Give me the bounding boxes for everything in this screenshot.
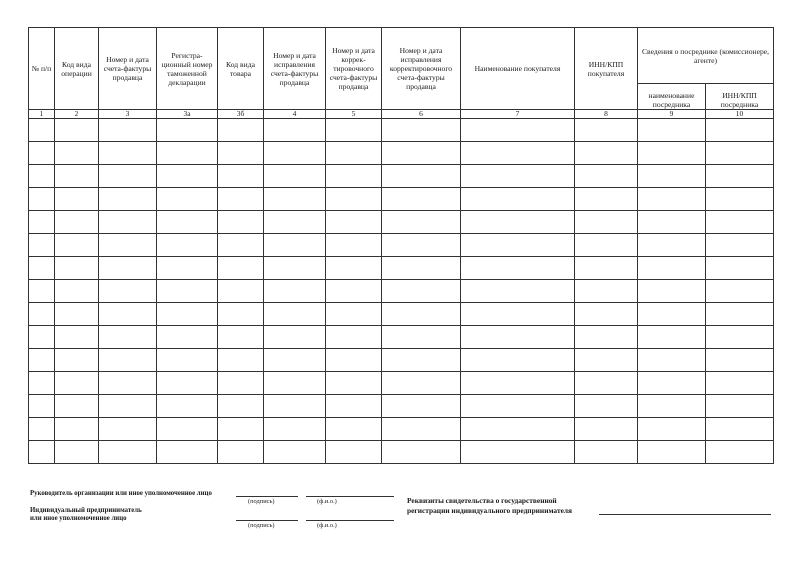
table-cell[interactable] bbox=[326, 142, 382, 165]
table-cell[interactable] bbox=[218, 165, 264, 188]
table-cell[interactable] bbox=[264, 349, 326, 372]
table-cell[interactable] bbox=[575, 119, 638, 142]
table-cell[interactable] bbox=[218, 188, 264, 211]
header-intermediary-inn: ИНН/КПП посредника bbox=[706, 84, 774, 110]
table-cell[interactable] bbox=[264, 188, 326, 211]
table-cell[interactable] bbox=[461, 395, 575, 418]
sales-ledger-table bbox=[28, 27, 774, 464]
table-cell[interactable] bbox=[55, 372, 99, 395]
table-cell[interactable] bbox=[575, 234, 638, 257]
table-cell[interactable] bbox=[157, 234, 218, 257]
table-cell[interactable] bbox=[638, 280, 706, 303]
table-cell[interactable] bbox=[218, 234, 264, 257]
header-num: № п/п bbox=[29, 28, 55, 110]
table-cell[interactable] bbox=[575, 418, 638, 441]
table-cell[interactable] bbox=[29, 257, 55, 280]
column-number: 4 bbox=[264, 110, 326, 119]
table-cell[interactable] bbox=[55, 303, 99, 326]
column-number: 10 bbox=[706, 110, 774, 119]
table-cell[interactable] bbox=[326, 349, 382, 372]
table-cell[interactable] bbox=[218, 395, 264, 418]
table-cell[interactable] bbox=[706, 303, 774, 326]
table-cell[interactable] bbox=[99, 326, 157, 349]
table-cell[interactable] bbox=[29, 372, 55, 395]
head-signature-caption: (подпись) bbox=[248, 498, 275, 505]
table-cell[interactable] bbox=[638, 142, 706, 165]
table-cell[interactable] bbox=[55, 418, 99, 441]
table-cell[interactable] bbox=[264, 234, 326, 257]
table-cell[interactable] bbox=[326, 372, 382, 395]
certificate-label-line1: Реквизиты свидетельства о государственной bbox=[407, 496, 557, 505]
table-row bbox=[29, 234, 774, 257]
table-cell[interactable] bbox=[218, 119, 264, 142]
table-cell[interactable] bbox=[157, 418, 218, 441]
table-cell[interactable] bbox=[382, 395, 461, 418]
table-cell[interactable] bbox=[326, 257, 382, 280]
certificate-label-line2: регистрации индивидуального предпринимателя bbox=[407, 506, 572, 515]
table-row bbox=[29, 257, 774, 280]
table-cell[interactable] bbox=[29, 303, 55, 326]
table-cell[interactable] bbox=[706, 395, 774, 418]
table-cell[interactable] bbox=[264, 165, 326, 188]
table-row bbox=[29, 119, 774, 142]
table-cell[interactable] bbox=[29, 441, 55, 464]
certificate-line[interactable] bbox=[599, 514, 771, 515]
table-cell[interactable] bbox=[326, 234, 382, 257]
ledger-body bbox=[29, 119, 774, 464]
table-cell[interactable] bbox=[55, 142, 99, 165]
table-cell[interactable] bbox=[99, 303, 157, 326]
table-cell[interactable] bbox=[55, 280, 99, 303]
table-cell[interactable] bbox=[575, 349, 638, 372]
table-cell[interactable] bbox=[157, 119, 218, 142]
table-cell[interactable] bbox=[706, 372, 774, 395]
ie-label-line1: Индивидуальный предприниматель bbox=[30, 507, 142, 514]
table-row bbox=[29, 142, 774, 165]
table-cell[interactable] bbox=[29, 142, 55, 165]
table-cell[interactable] bbox=[99, 165, 157, 188]
table-cell[interactable] bbox=[461, 326, 575, 349]
table-cell[interactable] bbox=[99, 349, 157, 372]
table-cell[interactable] bbox=[461, 188, 575, 211]
table-cell[interactable] bbox=[157, 349, 218, 372]
table-cell[interactable] bbox=[382, 188, 461, 211]
table-cell[interactable] bbox=[326, 418, 382, 441]
column-number: 3б bbox=[218, 110, 264, 119]
table-cell[interactable] bbox=[218, 372, 264, 395]
ie-label-line2: или иное уполномоченное лицо bbox=[30, 515, 127, 522]
table-cell[interactable] bbox=[382, 418, 461, 441]
table-row bbox=[29, 395, 774, 418]
table-cell[interactable] bbox=[706, 326, 774, 349]
table-cell[interactable] bbox=[264, 211, 326, 234]
table-cell[interactable] bbox=[55, 441, 99, 464]
head-name-caption: (ф.и.о.) bbox=[317, 498, 337, 505]
table-cell[interactable] bbox=[157, 303, 218, 326]
table-cell[interactable] bbox=[99, 119, 157, 142]
table-cell[interactable] bbox=[326, 188, 382, 211]
table-cell[interactable] bbox=[99, 441, 157, 464]
table-cell[interactable] bbox=[461, 303, 575, 326]
ie-name-line[interactable] bbox=[306, 520, 394, 521]
table-cell[interactable] bbox=[157, 142, 218, 165]
table-cell[interactable] bbox=[264, 142, 326, 165]
table-cell[interactable] bbox=[706, 418, 774, 441]
table-cell[interactable] bbox=[264, 280, 326, 303]
header-op-code: Код вида операции bbox=[55, 28, 99, 110]
column-number: 7 bbox=[461, 110, 575, 119]
table-cell[interactable] bbox=[461, 441, 575, 464]
head-name-line[interactable] bbox=[306, 496, 394, 497]
table-cell[interactable] bbox=[99, 372, 157, 395]
table-cell[interactable] bbox=[382, 142, 461, 165]
column-number: 3а bbox=[157, 110, 218, 119]
table-cell[interactable] bbox=[382, 257, 461, 280]
table-cell[interactable] bbox=[575, 395, 638, 418]
table-cell[interactable] bbox=[264, 418, 326, 441]
header-intermediary-name: наименование посредника bbox=[638, 84, 706, 110]
table-cell[interactable] bbox=[264, 395, 326, 418]
table-cell[interactable] bbox=[638, 188, 706, 211]
column-number: 8 bbox=[575, 110, 638, 119]
table-cell[interactable] bbox=[575, 188, 638, 211]
table-cell[interactable] bbox=[326, 119, 382, 142]
header-buyer-name: Наименование покупателя bbox=[461, 28, 575, 110]
table-cell[interactable] bbox=[55, 257, 99, 280]
ie-signature-caption: (подпись) bbox=[248, 522, 275, 529]
table-cell[interactable] bbox=[55, 188, 99, 211]
table-cell[interactable] bbox=[29, 234, 55, 257]
header-seller-invoice: Номер и дата счета-фактуры продавца bbox=[99, 28, 157, 110]
column-number: 5 bbox=[326, 110, 382, 119]
table-cell[interactable] bbox=[575, 257, 638, 280]
table-cell[interactable] bbox=[461, 280, 575, 303]
header-buyer-inn: ИНН/КПП покупателя bbox=[575, 28, 638, 110]
table-row bbox=[29, 349, 774, 372]
table-cell[interactable] bbox=[157, 372, 218, 395]
table-cell[interactable] bbox=[99, 234, 157, 257]
table-cell[interactable] bbox=[218, 142, 264, 165]
table-cell[interactable] bbox=[638, 211, 706, 234]
table-cell[interactable] bbox=[29, 119, 55, 142]
table-cell[interactable] bbox=[382, 326, 461, 349]
table-cell[interactable] bbox=[706, 280, 774, 303]
table-cell[interactable] bbox=[264, 119, 326, 142]
ie-name-caption: (ф.и.о.) bbox=[317, 522, 337, 529]
table-cell[interactable] bbox=[264, 326, 326, 349]
table-cell[interactable] bbox=[706, 349, 774, 372]
table-cell[interactable] bbox=[264, 372, 326, 395]
table-cell[interactable] bbox=[638, 234, 706, 257]
table-cell[interactable] bbox=[55, 211, 99, 234]
table-cell[interactable] bbox=[461, 418, 575, 441]
table-cell[interactable] bbox=[575, 326, 638, 349]
head-signature-label: Руководитель организации или иное уполномоченное лицо bbox=[30, 490, 212, 497]
table-cell[interactable] bbox=[264, 303, 326, 326]
table-row bbox=[29, 280, 774, 303]
table-cell[interactable] bbox=[638, 372, 706, 395]
table-cell[interactable] bbox=[706, 257, 774, 280]
table-cell[interactable] bbox=[382, 280, 461, 303]
table-cell[interactable] bbox=[264, 441, 326, 464]
table-cell[interactable] bbox=[575, 211, 638, 234]
column-number: 2 bbox=[55, 110, 99, 119]
table-cell[interactable] bbox=[382, 165, 461, 188]
table-cell[interactable] bbox=[706, 188, 774, 211]
table-cell[interactable] bbox=[218, 418, 264, 441]
table-cell[interactable] bbox=[638, 349, 706, 372]
table-cell[interactable] bbox=[382, 372, 461, 395]
table-cell[interactable] bbox=[29, 165, 55, 188]
table-cell[interactable] bbox=[218, 349, 264, 372]
column-number: 6 bbox=[382, 110, 461, 119]
table-cell[interactable] bbox=[326, 303, 382, 326]
column-number: 3 bbox=[99, 110, 157, 119]
table-cell[interactable] bbox=[382, 349, 461, 372]
table-row bbox=[29, 418, 774, 441]
table-cell[interactable] bbox=[575, 280, 638, 303]
head-signature-line[interactable] bbox=[236, 496, 298, 497]
table-cell[interactable] bbox=[99, 142, 157, 165]
table-cell[interactable] bbox=[29, 395, 55, 418]
table-cell[interactable] bbox=[55, 349, 99, 372]
table-row bbox=[29, 326, 774, 349]
table-cell[interactable] bbox=[575, 165, 638, 188]
table-cell[interactable] bbox=[382, 211, 461, 234]
table-cell[interactable] bbox=[99, 395, 157, 418]
table-cell[interactable] bbox=[638, 165, 706, 188]
table-cell[interactable] bbox=[55, 165, 99, 188]
table-cell[interactable] bbox=[461, 234, 575, 257]
table-cell[interactable] bbox=[99, 418, 157, 441]
table-cell[interactable] bbox=[99, 188, 157, 211]
table-row bbox=[29, 211, 774, 234]
table-cell[interactable] bbox=[706, 165, 774, 188]
table-cell[interactable] bbox=[461, 119, 575, 142]
table-row bbox=[29, 441, 774, 464]
table-cell[interactable] bbox=[706, 441, 774, 464]
table-cell[interactable] bbox=[382, 234, 461, 257]
table-cell[interactable] bbox=[99, 257, 157, 280]
table-cell[interactable] bbox=[638, 395, 706, 418]
table-cell[interactable] bbox=[706, 234, 774, 257]
table-cell[interactable] bbox=[218, 441, 264, 464]
table-cell[interactable] bbox=[638, 418, 706, 441]
table-cell[interactable] bbox=[29, 418, 55, 441]
table-cell[interactable] bbox=[382, 441, 461, 464]
table-cell[interactable] bbox=[706, 119, 774, 142]
table-cell[interactable] bbox=[461, 211, 575, 234]
table-cell[interactable] bbox=[157, 441, 218, 464]
table-cell[interactable] bbox=[706, 142, 774, 165]
table-cell[interactable] bbox=[575, 372, 638, 395]
table-cell[interactable] bbox=[29, 188, 55, 211]
table-cell[interactable] bbox=[461, 372, 575, 395]
table-cell[interactable] bbox=[461, 257, 575, 280]
table-cell[interactable] bbox=[29, 280, 55, 303]
table-cell[interactable] bbox=[218, 211, 264, 234]
table-cell[interactable] bbox=[55, 119, 99, 142]
table-cell[interactable] bbox=[638, 119, 706, 142]
table-cell[interactable] bbox=[382, 303, 461, 326]
table-cell[interactable] bbox=[55, 234, 99, 257]
header-intermediary: Сведения о посреднике (комиссионере, агенте) bbox=[638, 28, 774, 84]
table-cell[interactable] bbox=[326, 395, 382, 418]
table-cell[interactable] bbox=[157, 257, 218, 280]
table-cell[interactable] bbox=[575, 441, 638, 464]
table-cell[interactable] bbox=[99, 280, 157, 303]
table-cell[interactable] bbox=[218, 280, 264, 303]
table-cell[interactable] bbox=[638, 441, 706, 464]
table-row bbox=[29, 372, 774, 395]
table-cell[interactable] bbox=[575, 303, 638, 326]
table-cell[interactable] bbox=[461, 142, 575, 165]
table-cell[interactable] bbox=[218, 303, 264, 326]
table-cell[interactable] bbox=[461, 349, 575, 372]
table-cell[interactable] bbox=[264, 257, 326, 280]
table-cell[interactable] bbox=[29, 349, 55, 372]
table-cell[interactable] bbox=[326, 326, 382, 349]
header-corrective-invoice-fix: Номер и дата исправления корректировочного счета-фактуры продавца bbox=[382, 28, 461, 110]
table-cell[interactable] bbox=[706, 211, 774, 234]
table-cell[interactable] bbox=[29, 326, 55, 349]
table-cell[interactable] bbox=[55, 395, 99, 418]
ie-signature-line[interactable] bbox=[236, 520, 298, 521]
table-cell[interactable] bbox=[99, 211, 157, 234]
table-cell[interactable] bbox=[157, 280, 218, 303]
table-cell[interactable] bbox=[157, 165, 218, 188]
table-cell[interactable] bbox=[157, 211, 218, 234]
column-number: 1 bbox=[29, 110, 55, 119]
table-row bbox=[29, 303, 774, 326]
table-cell[interactable] bbox=[326, 280, 382, 303]
header-goods-code: Код вида товара bbox=[218, 28, 264, 110]
table-cell[interactable] bbox=[461, 165, 575, 188]
column-number-row bbox=[29, 110, 774, 119]
table-cell[interactable] bbox=[29, 211, 55, 234]
table-cell[interactable] bbox=[575, 142, 638, 165]
table-cell[interactable] bbox=[326, 165, 382, 188]
header-customs-declaration: Регистра-ционный номер таможенной декларации bbox=[157, 28, 218, 110]
table-cell[interactable] bbox=[326, 211, 382, 234]
header-invoice-correction: Номер и дата исправления счета-фактуры продавца bbox=[264, 28, 326, 110]
table-cell[interactable] bbox=[218, 326, 264, 349]
table-cell[interactable] bbox=[326, 441, 382, 464]
header-corrective-invoice: Номер и дата коррек-тировочного счета-фактуры продавца bbox=[326, 28, 382, 110]
table-cell[interactable] bbox=[157, 326, 218, 349]
column-number: 9 bbox=[638, 110, 706, 119]
table-row bbox=[29, 188, 774, 211]
table-cell[interactable] bbox=[218, 257, 264, 280]
table-cell[interactable] bbox=[638, 326, 706, 349]
table-cell[interactable] bbox=[382, 119, 461, 142]
table-cell[interactable] bbox=[55, 326, 99, 349]
table-cell[interactable] bbox=[157, 188, 218, 211]
table-cell[interactable] bbox=[157, 395, 218, 418]
table-cell[interactable] bbox=[638, 257, 706, 280]
table-row bbox=[29, 165, 774, 188]
table-cell[interactable] bbox=[638, 303, 706, 326]
